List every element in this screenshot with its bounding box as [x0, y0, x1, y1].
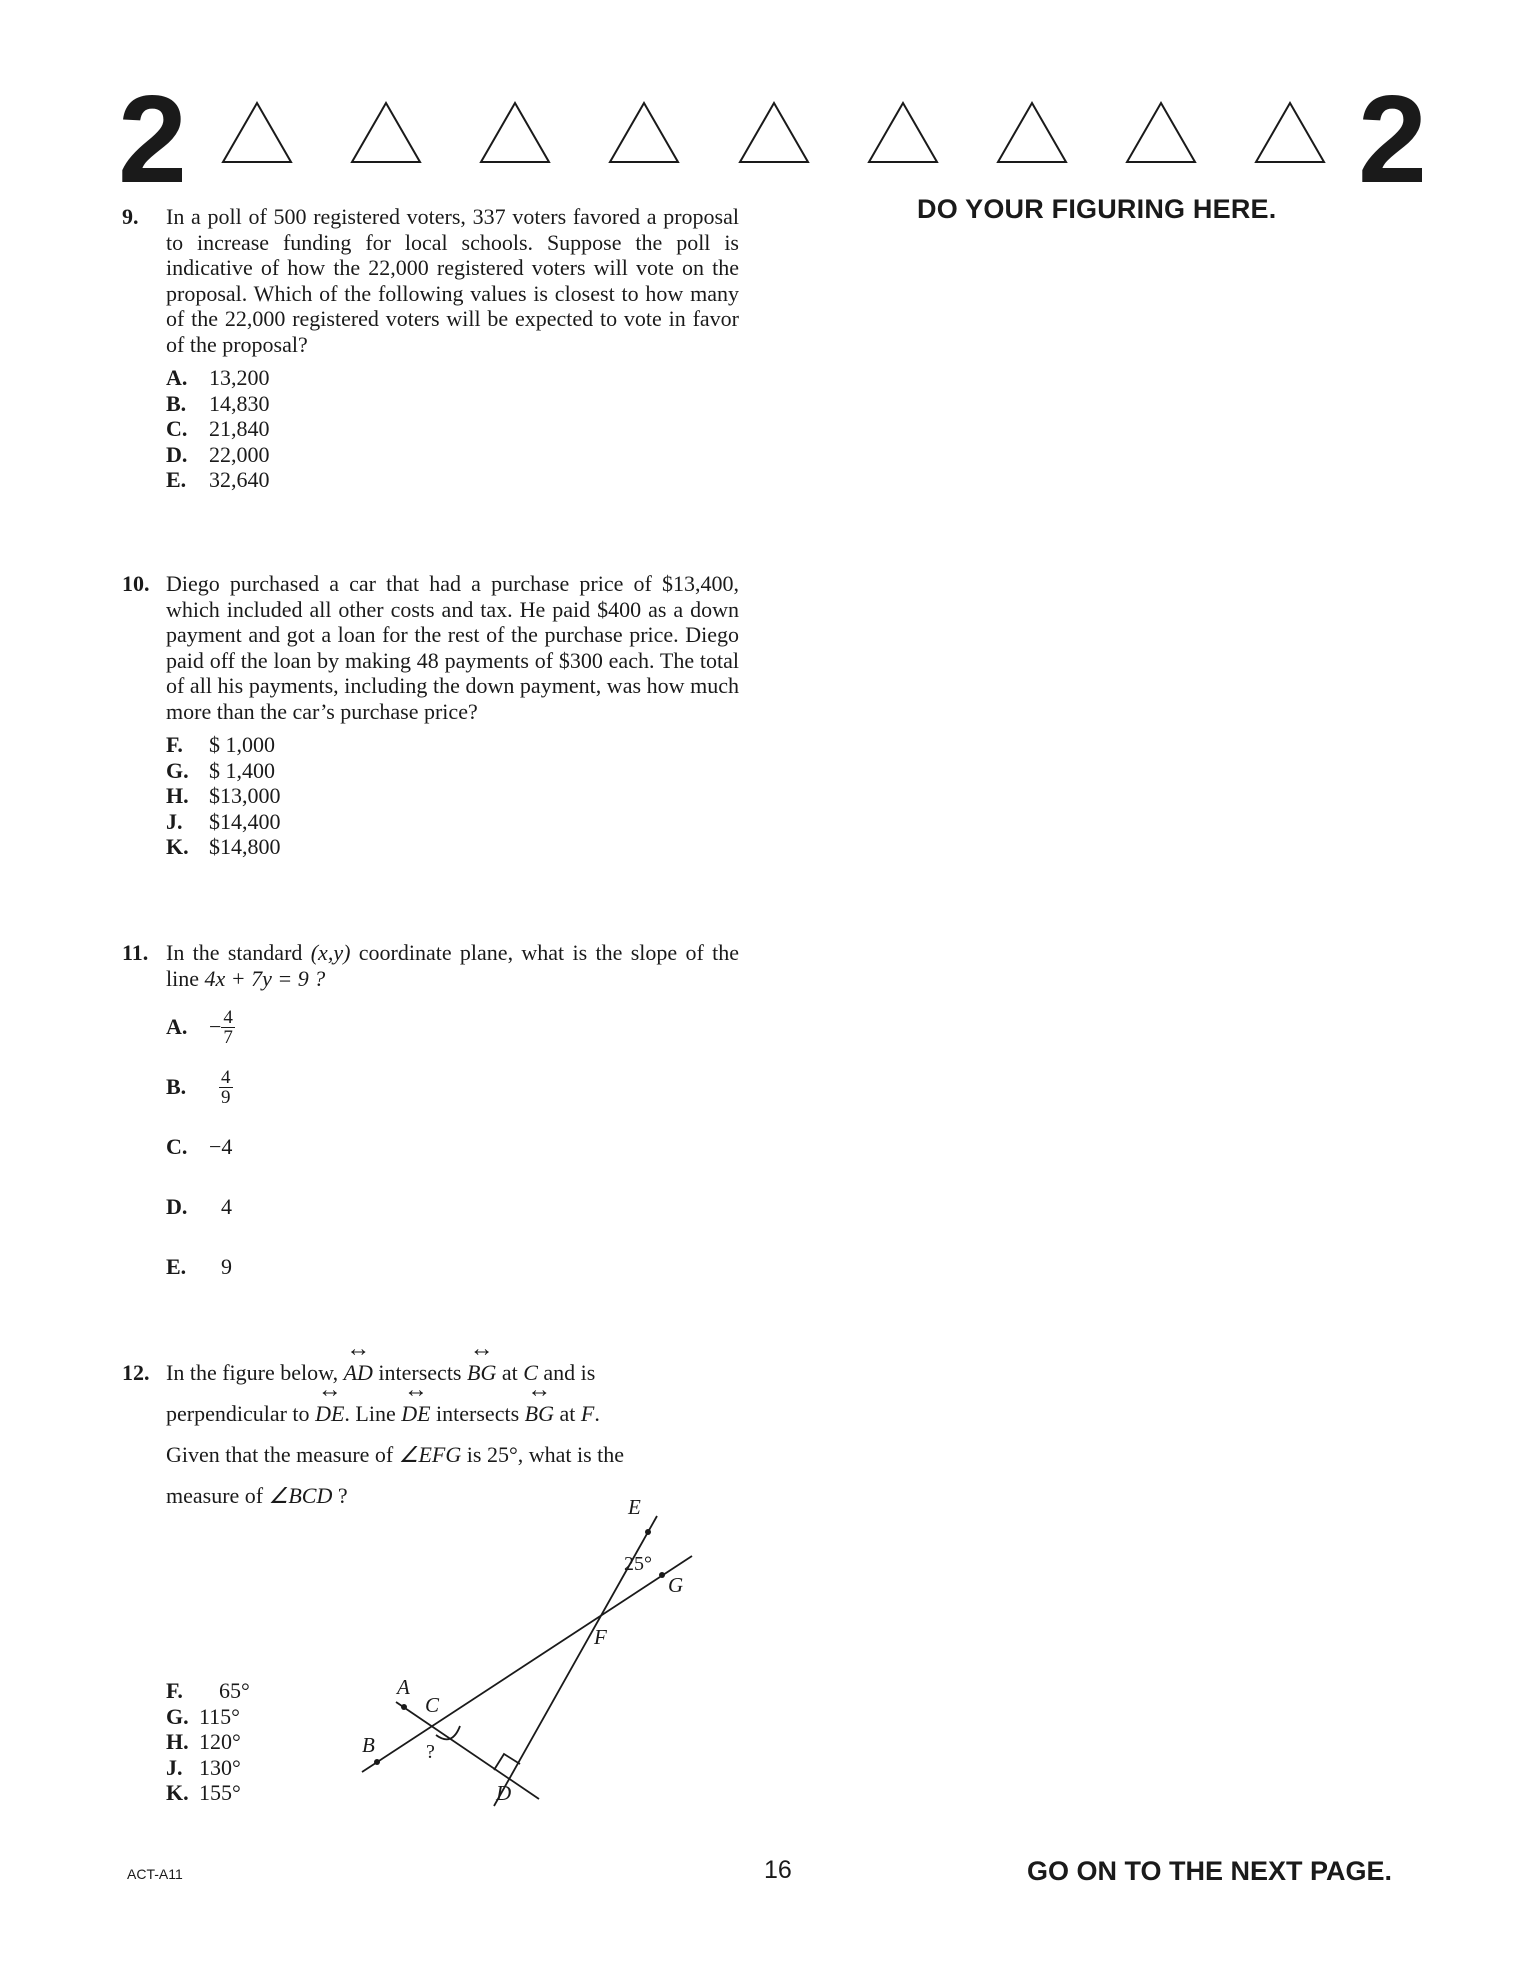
page-number: 16 [764, 1856, 792, 1884]
stem-part: ? [332, 1483, 348, 1508]
answer-choice-k[interactable] [166, 1780, 250, 1806]
point-f: F [580, 1401, 595, 1426]
triangle-icon [1254, 100, 1326, 164]
answer-choices [166, 732, 739, 860]
line-ad: ↔ AD [344, 1352, 373, 1393]
stem-part: . Line [344, 1401, 402, 1426]
question-12-choices [122, 1678, 250, 1806]
choice-letter: H. [166, 783, 189, 808]
choice-letter: A. [166, 365, 188, 390]
question-12 [122, 1352, 739, 1516]
answer-choice-c[interactable] [166, 1117, 739, 1177]
triangle-icon [738, 100, 810, 164]
choice-letter: F. [166, 1678, 183, 1703]
choice-letter: C. [166, 416, 188, 441]
answer-choice-g[interactable] [166, 758, 739, 784]
line-bg: ↔ BG [525, 1393, 554, 1434]
answer-choice-e[interactable] [166, 467, 739, 493]
choice-value: 21,840 [209, 416, 270, 441]
stem-equation: 4x + 7y = 9 ? [204, 965, 326, 991]
choice-value: 14,830 [209, 390, 270, 416]
choice-value: 13,200 [209, 365, 270, 390]
triangle-icon [221, 100, 293, 164]
triangle-icon [996, 100, 1068, 164]
choice-fraction [219, 1068, 233, 1107]
answer-choice-a[interactable] [166, 997, 739, 1057]
test-code: ACT-A11 [127, 1866, 183, 1882]
point-g [659, 1572, 665, 1578]
stem-part: In the figure below, [166, 1360, 344, 1385]
question-text [166, 1352, 739, 1516]
unknown-angle-label: ? [426, 1741, 435, 1763]
triangle-icon [608, 100, 680, 164]
triangle-icon [1125, 100, 1197, 164]
choice-fraction [221, 1008, 235, 1047]
choice-letter: G. [166, 757, 189, 783]
answer-choices [166, 997, 739, 1297]
answer-choice-d[interactable] [166, 1177, 739, 1237]
line-ad [396, 1702, 539, 1799]
answer-choices [166, 1678, 250, 1806]
choice-value: 32,640 [209, 467, 270, 492]
answer-choice-h[interactable] [166, 1729, 250, 1755]
stem-part: coordinate plane, what is the slope of the line [166, 940, 740, 991]
stem-part: measure of [166, 1483, 269, 1508]
choice-letter: F. [166, 732, 183, 757]
point-e [645, 1529, 651, 1535]
choice-letter: G. [166, 1703, 189, 1729]
answer-choice-a[interactable] [166, 365, 739, 391]
stem-part: intersects [430, 1401, 525, 1426]
fraction-denominator: 9 [221, 1086, 231, 1108]
answer-choice-j[interactable] [166, 809, 739, 835]
choice-value: $ 1,000 [209, 732, 275, 757]
stem-math: (x,y) [310, 940, 351, 965]
stem-part: In the standard [166, 940, 311, 965]
next-page-instruction: GO ON TO THE NEXT PAGE. [1027, 1856, 1393, 1886]
question-stem [166, 940, 739, 991]
label-c: C [425, 1693, 440, 1717]
stem-part: Given that the measure of [166, 1442, 399, 1467]
label-e: E [628, 1495, 641, 1519]
choice-letter: J. [166, 1754, 183, 1780]
question-number: 9. [122, 204, 139, 229]
question-text [166, 571, 739, 724]
stem-part: at [496, 1360, 524, 1385]
label-a: A [397, 1675, 410, 1699]
answer-choice-g[interactable] [166, 1704, 250, 1730]
label-f: F [594, 1625, 607, 1649]
label-d: D [496, 1781, 512, 1805]
triangle-icon [350, 100, 422, 164]
choice-letter: C. [166, 1134, 188, 1160]
section-number-right: 2 [1358, 71, 1427, 209]
question-number: 12. [122, 1360, 150, 1385]
choice-letter: B. [166, 1074, 187, 1100]
stem-part: perpendicular to [166, 1401, 316, 1426]
line-de: ↔ DE [401, 1393, 430, 1434]
answer-choice-b[interactable] [166, 391, 739, 417]
angle-efg: ∠EFG [398, 1442, 462, 1467]
figuring-note: DO YOUR FIGURING HERE. [917, 194, 1277, 224]
choice-letter: E. [166, 467, 187, 492]
choice-letter: B. [166, 390, 187, 416]
fraction-numerator: 4 [223, 1006, 233, 1028]
answer-choice-h[interactable] [166, 783, 739, 809]
choice-value: 130° [199, 1754, 241, 1780]
question-number: 11. [122, 940, 149, 965]
stem-part: is 25°, what is the [461, 1442, 625, 1467]
choice-value: $14,400 [209, 808, 281, 834]
geometry-figure [352, 1494, 712, 1824]
point-c: C [523, 1360, 538, 1385]
triangle-icon [867, 100, 939, 164]
choice-letter: A. [166, 1014, 188, 1040]
stem-part: intersects [372, 1360, 467, 1385]
choice-letter: D. [166, 441, 188, 467]
answer-choice-j[interactable] [166, 1755, 250, 1781]
question-stem: Diego purchased a car that had a purchase price of $13,400, which included all other costs and tax. He paid $400 as a down payment and got a loan for the rest of the purchase price. Diego paid off the loan by making 48 payments of $300 each. The total of all his payments, including the down payment, was how much more than the car’s purchase price? [166, 571, 739, 724]
section-number-left: 2 [118, 71, 187, 209]
answer-choice-b[interactable] [166, 1057, 739, 1117]
label-g: G [668, 1573, 684, 1597]
choice-value: $ 1,400 [209, 757, 275, 783]
question-stem: In a poll of 500 registered voters, 337 voters favored a proposal to increase funding for local schools. Suppose the poll is indicative of how the 22,000 registered voters will vote on the proposal. Which of the following values is closest to how many of the 22,000 registered voters will be expected to vote in favor of the proposal? [166, 204, 739, 357]
choice-sign: − [209, 1014, 222, 1040]
choice-value: 9 [221, 1254, 232, 1280]
choice-letter: E. [166, 1254, 187, 1280]
choice-value: 120° [199, 1729, 241, 1754]
answer-choice-e[interactable] [166, 1237, 739, 1297]
answer-choice-k[interactable] [166, 834, 739, 860]
stem-part: . [594, 1401, 600, 1426]
choice-value: $13,000 [209, 783, 281, 808]
choice-letter: K. [166, 1780, 189, 1805]
label-b: B [362, 1733, 375, 1757]
line-de: ↔ DE [315, 1393, 344, 1434]
choice-letter: K. [166, 834, 189, 859]
question-stem-line [166, 1434, 739, 1475]
answer-choice-f[interactable] [166, 732, 739, 758]
choice-value: $14,800 [209, 834, 281, 859]
choice-value: 4 [221, 1194, 232, 1220]
point-b [374, 1759, 380, 1765]
stem-part: at [553, 1401, 581, 1426]
angle-bcd: ∠BCD [268, 1483, 333, 1508]
choice-value: 65° [219, 1678, 250, 1703]
choice-letter: H. [166, 1729, 189, 1754]
choice-value: 22,000 [209, 441, 270, 467]
question-text [166, 940, 739, 991]
answer-choice-d[interactable] [166, 442, 739, 468]
choice-value: 155° [199, 1780, 241, 1805]
point-a [401, 1704, 407, 1710]
answer-choices [166, 365, 739, 493]
question-text [166, 204, 739, 357]
fraction-denominator: 7 [223, 1026, 233, 1048]
line-bg: ↔ BG [467, 1352, 496, 1393]
question-stem-line [166, 1352, 739, 1393]
answer-choice-f[interactable] [166, 1678, 250, 1704]
question-11 [122, 940, 739, 1297]
question-number: 10. [122, 571, 150, 596]
triangle-icon [479, 100, 551, 164]
question-9 [122, 204, 739, 493]
question-10 [122, 571, 739, 860]
stem-part: and is [537, 1360, 596, 1385]
choice-value: 115° [199, 1703, 240, 1729]
angle-efg-label: 25° [624, 1553, 652, 1575]
choice-letter: D. [166, 1194, 188, 1220]
line-bg [362, 1556, 692, 1772]
answer-choice-c[interactable] [166, 416, 739, 442]
fraction-numerator: 4 [221, 1066, 231, 1088]
choice-value: −4 [209, 1134, 233, 1160]
choice-letter: J. [166, 808, 183, 834]
question-stem-line [166, 1393, 739, 1434]
